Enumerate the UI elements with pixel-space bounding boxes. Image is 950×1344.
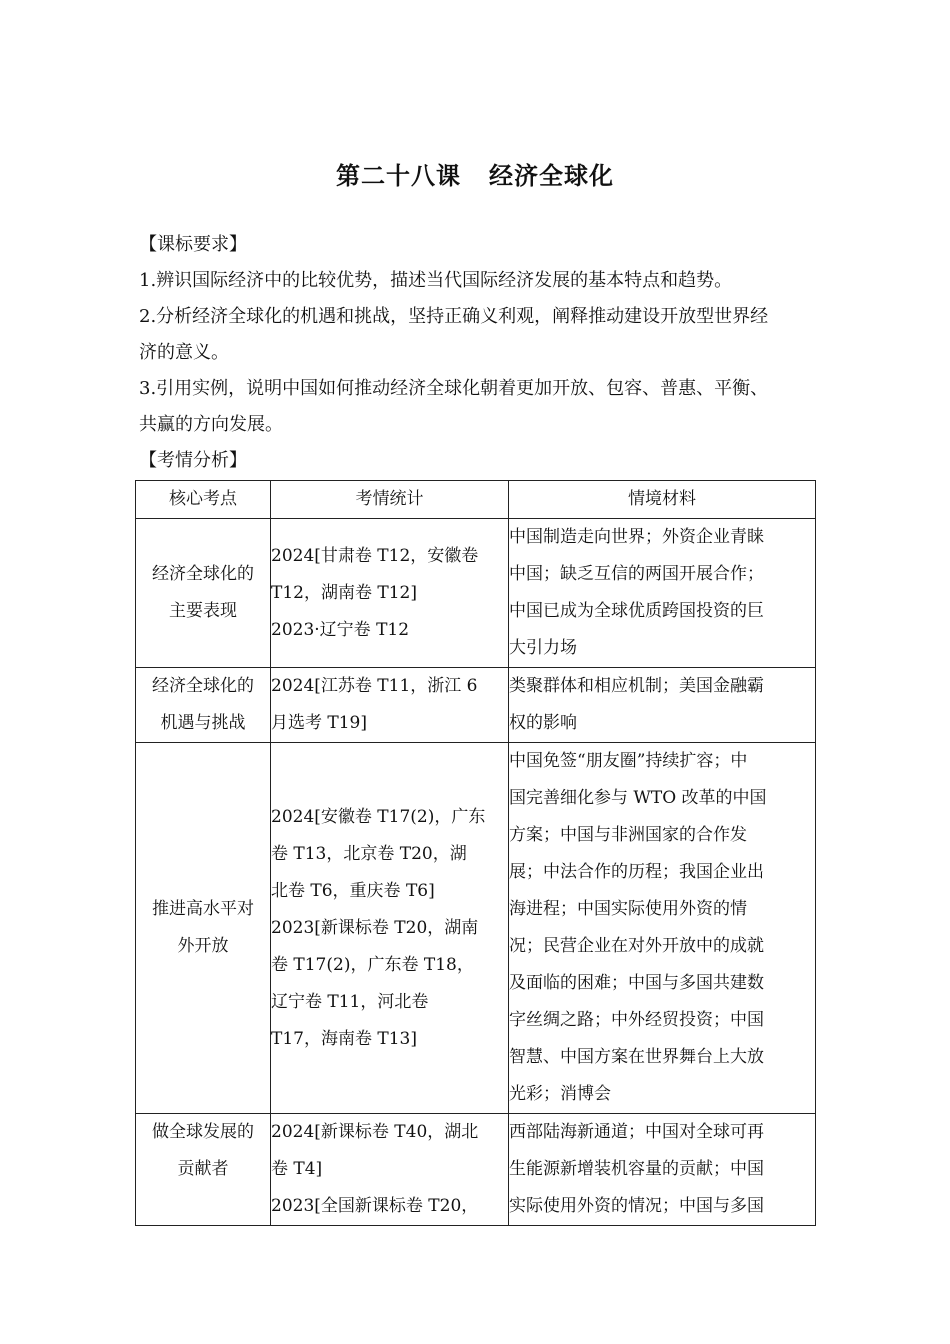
requirement-3-line-1: 3.引用实例，说明中国如何推动经济全球化朝着更加开放、包容、普惠、平衡、 bbox=[139, 378, 769, 399]
context-material-cell: 类聚群体和相应机制；美国金融霸 权的影响 bbox=[509, 668, 816, 743]
exam-stats-cell: 2024[新课标卷 T40，湖北 卷 T4] 2023[全国新课标卷 T20， bbox=[271, 1114, 509, 1226]
requirements-heading: 【课标要求】 bbox=[139, 234, 247, 255]
core-point-cell: 做全球发展的 贡献者 bbox=[136, 1114, 271, 1226]
header-core-point: 核心考点 bbox=[136, 481, 271, 519]
table-row bbox=[136, 668, 816, 743]
core-point-cell: 经济全球化的 主要表现 bbox=[136, 519, 271, 668]
exam-stats-cell: 2024[江苏卷 T11，浙江 6 月选考 T19] bbox=[271, 668, 509, 743]
context-material-cell: 西部陆海新通道；中国对全球可再 生能源新增装机容量的贡献；中国 实际使用外资的情况；中国与多国 bbox=[509, 1114, 816, 1226]
lesson-number: 第二十八课 bbox=[336, 162, 461, 190]
requirement-2-line-2: 济的意义。 bbox=[139, 342, 229, 363]
exam-stats-cell: 2024[甘肃卷 T12，安徽卷 T12，湖南卷 T12] 2023·辽宁卷 T12 bbox=[271, 519, 509, 668]
header-context-material: 情境材料 bbox=[509, 481, 816, 519]
core-point-cell: 经济全球化的 机遇与挑战 bbox=[136, 668, 271, 743]
context-material-cell: 中国制造走向世界；外资企业青睐 中国；缺乏互信的两国开展合作； 中国已成为全球优质跨国投资的巨 大引力场 bbox=[509, 519, 816, 668]
exam-stats-cell: 2024[安徽卷 T17(2)，广东 卷 T13，北京卷 T20，湖 北卷 T6，重庆卷 T6] 2023[新课标卷 T20，湖南 卷 T17(2)，广东卷 T18， 辽宁卷 T11，河北卷 T17，海南卷 T13] bbox=[271, 743, 509, 1114]
analysis-heading: 【考情分析】 bbox=[139, 450, 247, 471]
page-title bbox=[0, 158, 950, 194]
table-header-row bbox=[136, 481, 816, 519]
table-row bbox=[136, 519, 816, 668]
table-row bbox=[136, 743, 816, 1114]
requirement-1: 1.辨识国际经济中的比较优势，描述当代国际经济发展的基本特点和趋势。 bbox=[139, 270, 733, 291]
context-material-cell: 中国免签“朋友圈”持续扩容；中 国完善细化参与 WTO 改革的中国 方案；中国与非洲国家的合作发 展；中法合作的历程；我国企业出 海进程；中国实际使用外资的情 况；民营企业在对外开放中的成就 及面临的困难；中国与多国共建数 字丝绸之路；中外经贸投资；中国 智慧、中国方案在世界舞台上大放 光彩；消博会 bbox=[509, 743, 816, 1114]
exam-analysis-table bbox=[135, 480, 816, 1226]
lesson-name: 经济全球化 bbox=[489, 162, 614, 190]
core-point-cell: 推进高水平对 外开放 bbox=[136, 743, 271, 1114]
requirement-3-line-2: 共赢的方向发展。 bbox=[139, 414, 283, 435]
requirement-2-line-1: 2.分析经济全球化的机遇和挑战，坚持正确义利观，阐释推动建设开放型世界经 bbox=[139, 306, 769, 327]
table-row bbox=[136, 1114, 816, 1226]
header-exam-stats: 考情统计 bbox=[271, 481, 509, 519]
